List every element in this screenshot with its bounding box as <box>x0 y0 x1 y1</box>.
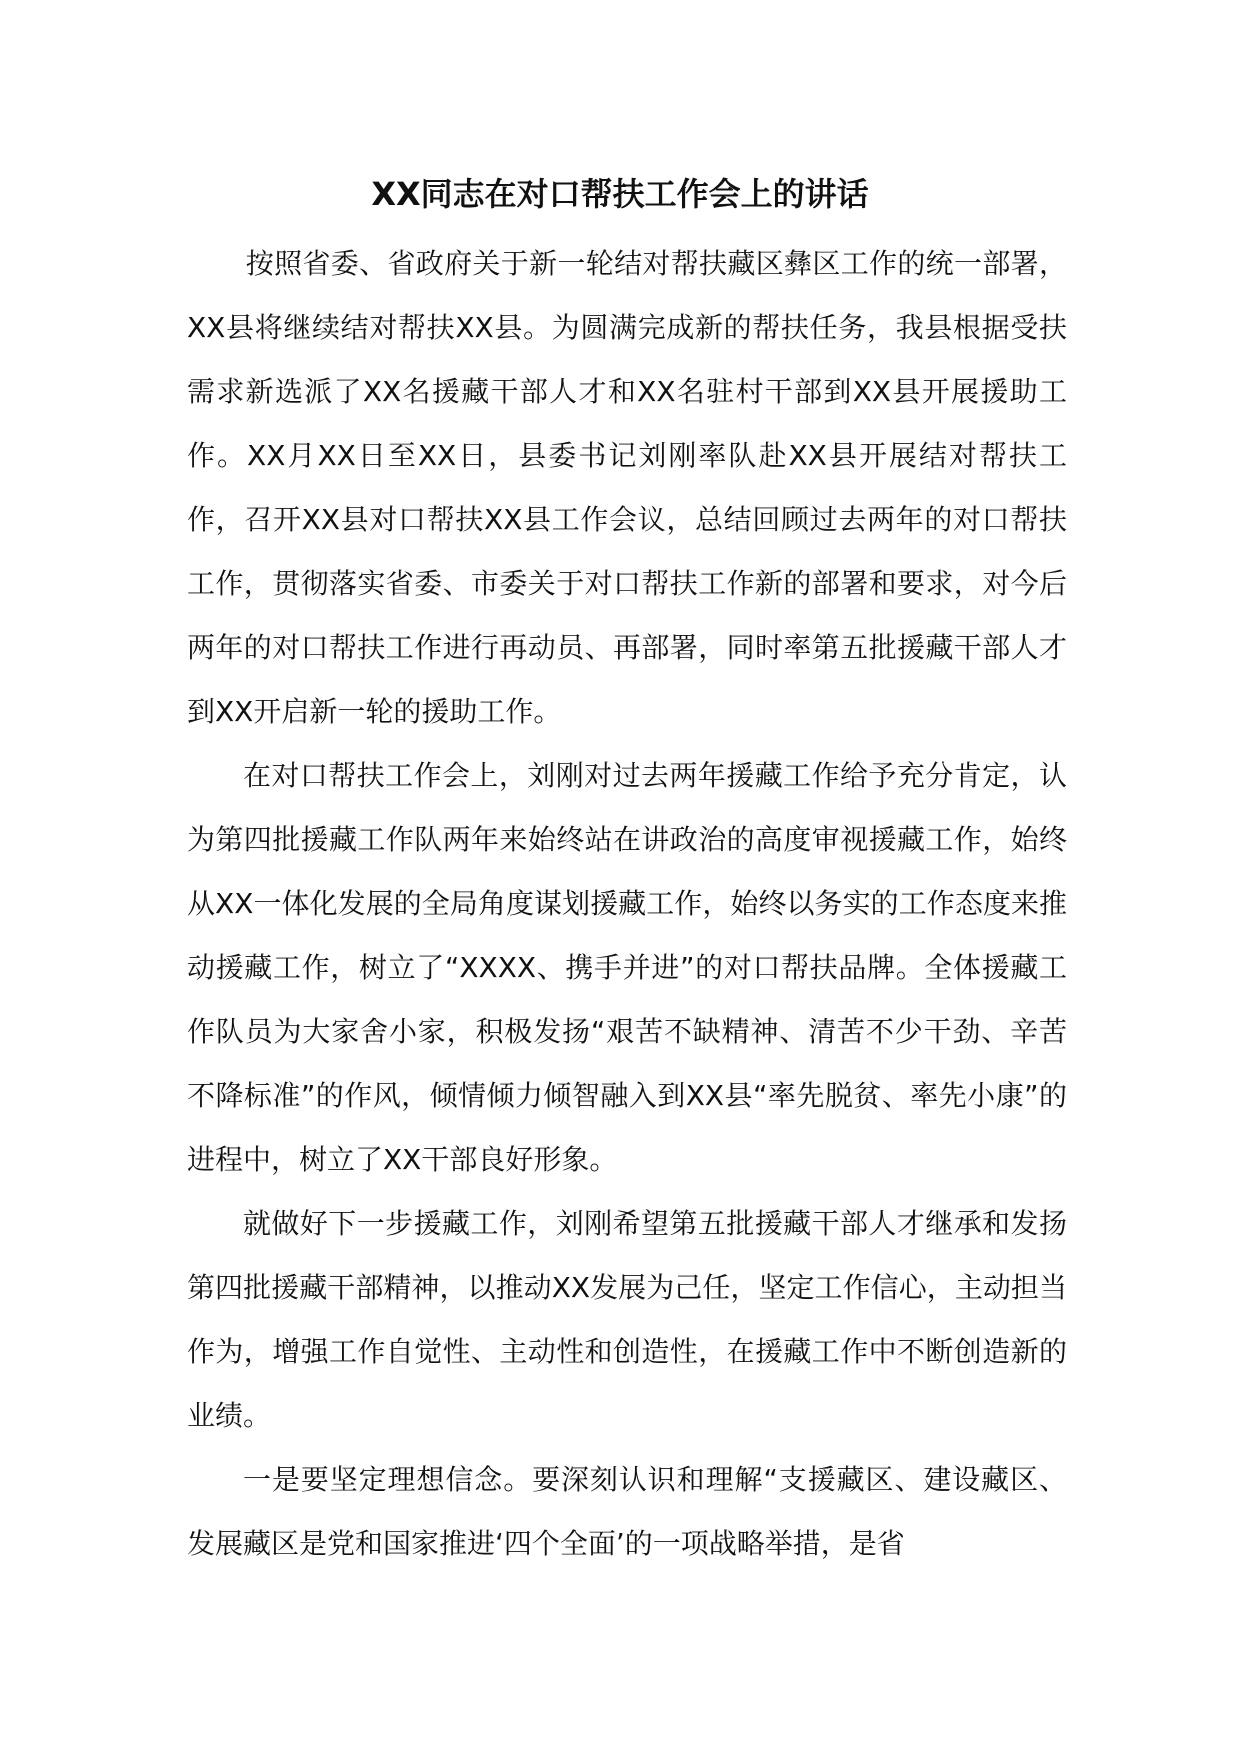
paragraph-3: 就做好下一步援藏工作，刘刚希望第五批援藏干部人才继承和发扬第四批援藏干部精神，以推动XX发展为己任，坚定工作信心，主动担当作为，增强工作自觉性、主动性和创造性，在援藏工作中不断创造新的业绩。 <box>187 1207 1067 1432</box>
paragraph-1: 按照省委、省政府关于新一轮结对帮扶藏区彝区工作的统一部署，XX县将继续结对帮扶XX县。为圆满完成新的帮扶任务，我县根据受扶需求新选派了XX名援藏干部人才和XX名驻村干部到XX县开展援助工作。XX月XX日至XX日，县委书记刘刚率队赴XX县开展结对帮扶工作，召开XX县对口帮扶XX县工作会议，总结回顾过去两年的对口帮扶工作，贯彻落实省委、市委关于对口帮扶工作新的部署和要求，对今后两年的对口帮扶工作进行再动员、再部署，同时率第五批援藏干部人才到XX开启新一轮的援助工作。 <box>187 247 1067 728</box>
document-title: XX同志在对口帮扶工作会上的讲话 <box>371 175 869 213</box>
paragraph-2: 在对口帮扶工作会上，刘刚对过去两年援藏工作给予充分肯定，认为第四批援藏工作队两年来始终站在讲政治的高度审视援藏工作，始终从XX一体化发展的全局角度谋划援藏工作，始终以务实的工作态度来推动援藏工作，树立了“XXXX、携手并进”的对口帮扶品牌。全体援藏工作队员为大家舍小家，积极发扬“艰苦不缺精神、清苦不少干劲、辛苦不降标准”的作风，倾情倾力倾智融入到XX县“率先脱贫、率先小康”的进程中，树立了XX干部良好形象。 <box>187 759 1067 1176</box>
paragraph-4: 一是要坚定理想信念。要深刻认识和理解“支援藏区、建设藏区、发展藏区是党和国家推进‘四个全面’的一项战略举措，是省 <box>187 1463 1067 1560</box>
document-body <box>187 232 1067 1576</box>
